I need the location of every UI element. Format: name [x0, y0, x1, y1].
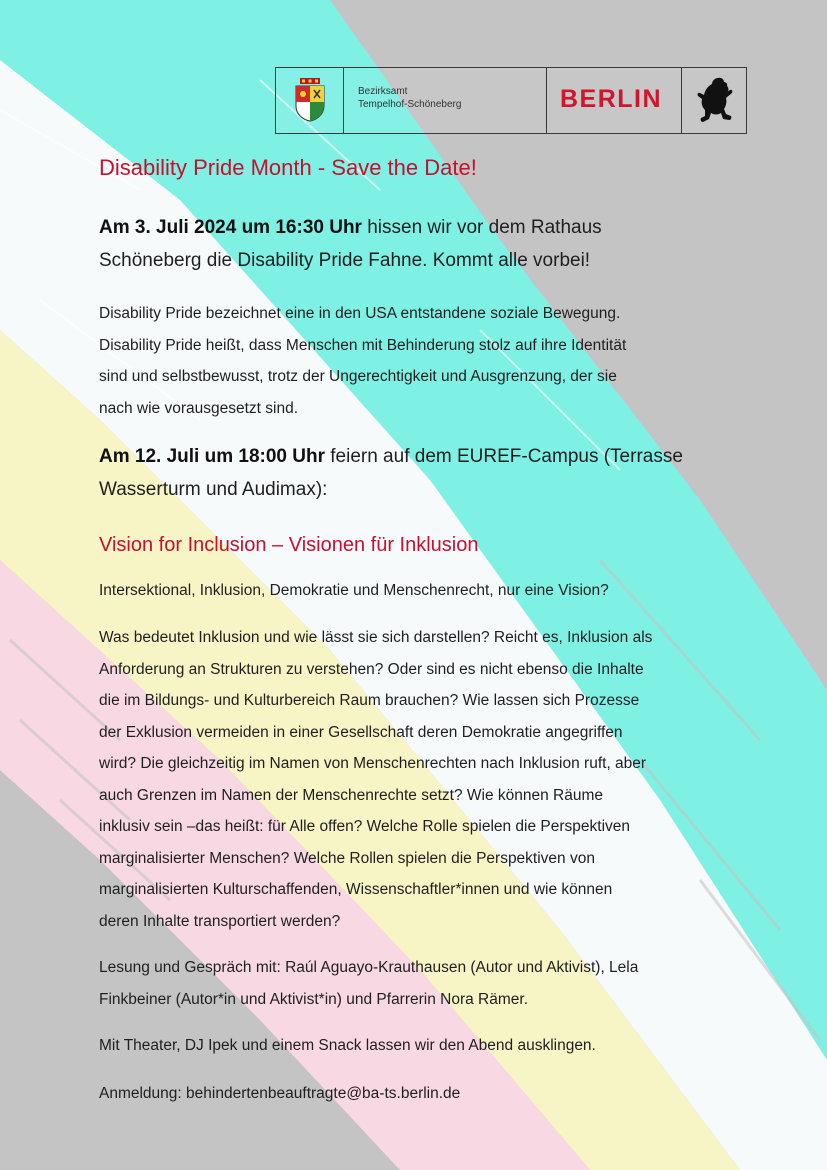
event-subtitle: Vision for Inclusion – Visionen für Inklusion — [99, 534, 479, 556]
intro-line: Disability Pride heißt, dass Menschen mit Behinderung stolz auf ihre Identität — [99, 336, 627, 354]
intro-line: sind und selbstbewusst, trotz der Ungerechtigkeit und Ausgrenzung, der sie — [99, 368, 617, 385]
reading-line: Lesung und Gespräch mit: Raúl Aguayo-Krauthausen (Autor und Aktivist), Lela — [99, 959, 639, 976]
coat-of-arms-icon — [294, 78, 326, 122]
question-line: der Exklusion vermeiden in einer Gesellschaft deren Demokratie angegriffen — [99, 723, 623, 741]
reading-paragraph — [99, 952, 638, 1015]
event-1-text: hissen wir vor dem Rathaus — [361, 217, 602, 238]
tagline: Intersektional, Inklusion, Demokratie und Menschenrecht, nur eine Vision? — [99, 582, 609, 599]
event-1-datetime: Am 3. Juli 2024 um 16:30 Uhr — [99, 217, 362, 238]
question-line: Anforderung an Strukturen zu verstehen? Oder sind es nicht ebenso die Inhalte — [99, 660, 644, 678]
event-2-text: feiern auf dem EUREF-Campus (Terrasse — [324, 446, 683, 467]
reading-line: Finkbeiner (Autor*in und Aktivist*in) und Pfarrerin Nora Rämer. — [99, 990, 529, 1008]
office-line-2: Tempelhof-Schöneberg — [358, 99, 462, 110]
registration-email[interactable]: Anmeldung: behindertenbeauftragte@ba-ts.berlin.de — [99, 1085, 461, 1102]
question-line: die im Bildungs- und Kulturbereich Raum brauchen? Wie lassen sich Prozesse — [99, 692, 640, 709]
intro-line: Disability Pride bezeichnet eine in den USA entstandene soziale Bewegung. — [99, 305, 621, 322]
closing-text: Mit Theater, DJ Ipek und einem Snack lassen wir den Abend ausklingen. — [99, 1037, 596, 1054]
question-line: deren Inhalte transportiert werden? — [99, 912, 341, 930]
intro-paragraph — [99, 298, 626, 424]
question-line: marginalisierter Menschen? Welche Rollen spielen die Perspektiven von — [99, 849, 595, 867]
question-line: wird? Die gleichzeitig im Namen von Menschenrechten nach Inklusion ruft, aber — [99, 755, 647, 772]
event-2-datetime: Am 12. Juli um 18:00 Uhr — [99, 446, 325, 467]
event-1-announcement — [99, 211, 602, 277]
question-line: auch Grenzen im Namen der Menschenrechte setzt? Wie können Räume — [99, 786, 603, 804]
berlin-bear-icon — [696, 76, 734, 128]
questions-paragraph — [99, 622, 652, 937]
office-line-1: Bezirksamt — [358, 86, 408, 97]
question-line: inklusiv sein –das heißt: für Alle offen? Welche Rolle spielen die Perspektiven — [99, 818, 631, 835]
question-line: Was bedeutet Inklusion und wie lässt sie sich darstellen? Reicht es, Inklusion als — [99, 629, 653, 646]
berlin-wordmark: BERLIN — [560, 85, 663, 113]
page-title: Disability Pride Month - Save the Date! — [99, 155, 477, 180]
event-2-announcement — [99, 440, 683, 506]
header-logo-box — [275, 67, 747, 134]
event-1-text-line-2: Schöneberg die Disability Pride Fahne. Kommt alle vorbei! — [99, 250, 591, 271]
question-line: marginalisierten Kulturschaffenden, Wissenschaftler*innen und wie können — [99, 881, 613, 898]
intro-line: nach wie vorausgesetzt sind. — [99, 399, 299, 417]
district-office-name — [358, 85, 461, 111]
event-2-text-line-2: Wasserturm und Audimax): — [99, 479, 328, 500]
